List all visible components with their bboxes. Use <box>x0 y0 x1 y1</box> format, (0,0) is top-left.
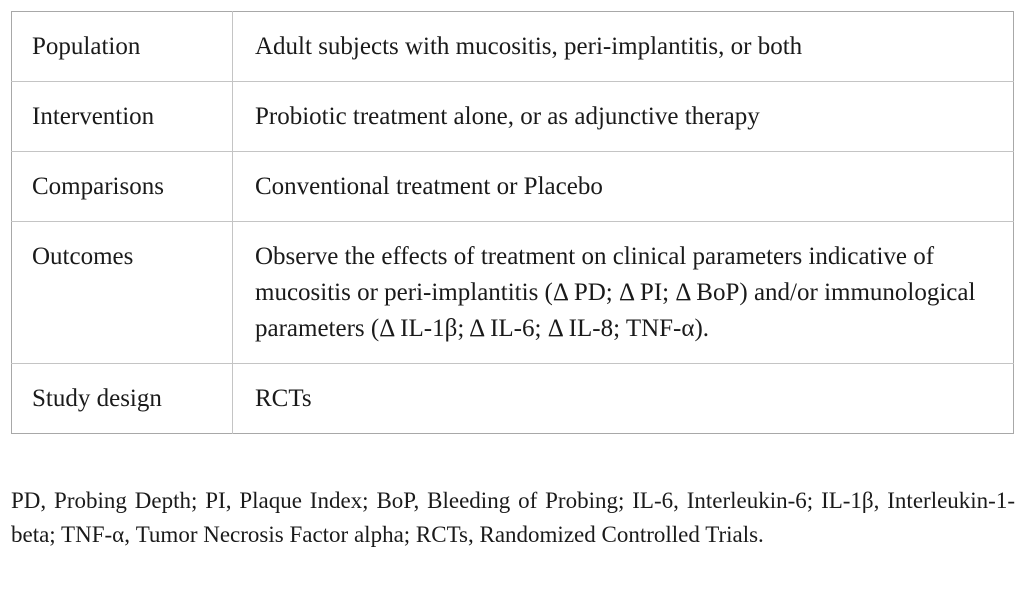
table-row <box>12 152 1014 222</box>
table-footnote: PD, Probing Depth; PI, Plaque Index; BoP, Bleeding of Probing; IL-6, Interleukin-6; IL-1β, Interleukin-1-beta; TNF-α, Tumor Necrosis Factor alpha; RCTs, Randomized Controlled Trials. <box>11 488 1015 547</box>
row-value: Adult subjects with mucositis, peri-implantitis, or both <box>233 12 1014 82</box>
table-row <box>12 222 1014 364</box>
row-value: RCTs <box>255 385 312 412</box>
pico-criteria-table <box>11 11 1014 434</box>
row-label: Outcomes <box>12 222 233 364</box>
row-value: Probiotic treatment alone, or as adjunctive therapy <box>233 82 1014 152</box>
row-label: Intervention <box>12 82 233 152</box>
table-row <box>12 364 1014 434</box>
row-label: Population <box>12 12 233 82</box>
row-label: Study design <box>12 364 233 434</box>
row-value: Conventional treatment or Placebo <box>233 152 1014 222</box>
table-row <box>12 12 1014 82</box>
table-row <box>12 82 1014 152</box>
row-value: Observe the effects of treatment on clinical parameters indicative of mucositis or peri-implantitis (Δ PD; Δ PI; Δ BoP) and/or immunological parameters (Δ IL-1β; Δ IL-6; Δ IL-8; TNF-α). <box>233 222 1014 364</box>
row-label: Comparisons <box>12 152 233 222</box>
